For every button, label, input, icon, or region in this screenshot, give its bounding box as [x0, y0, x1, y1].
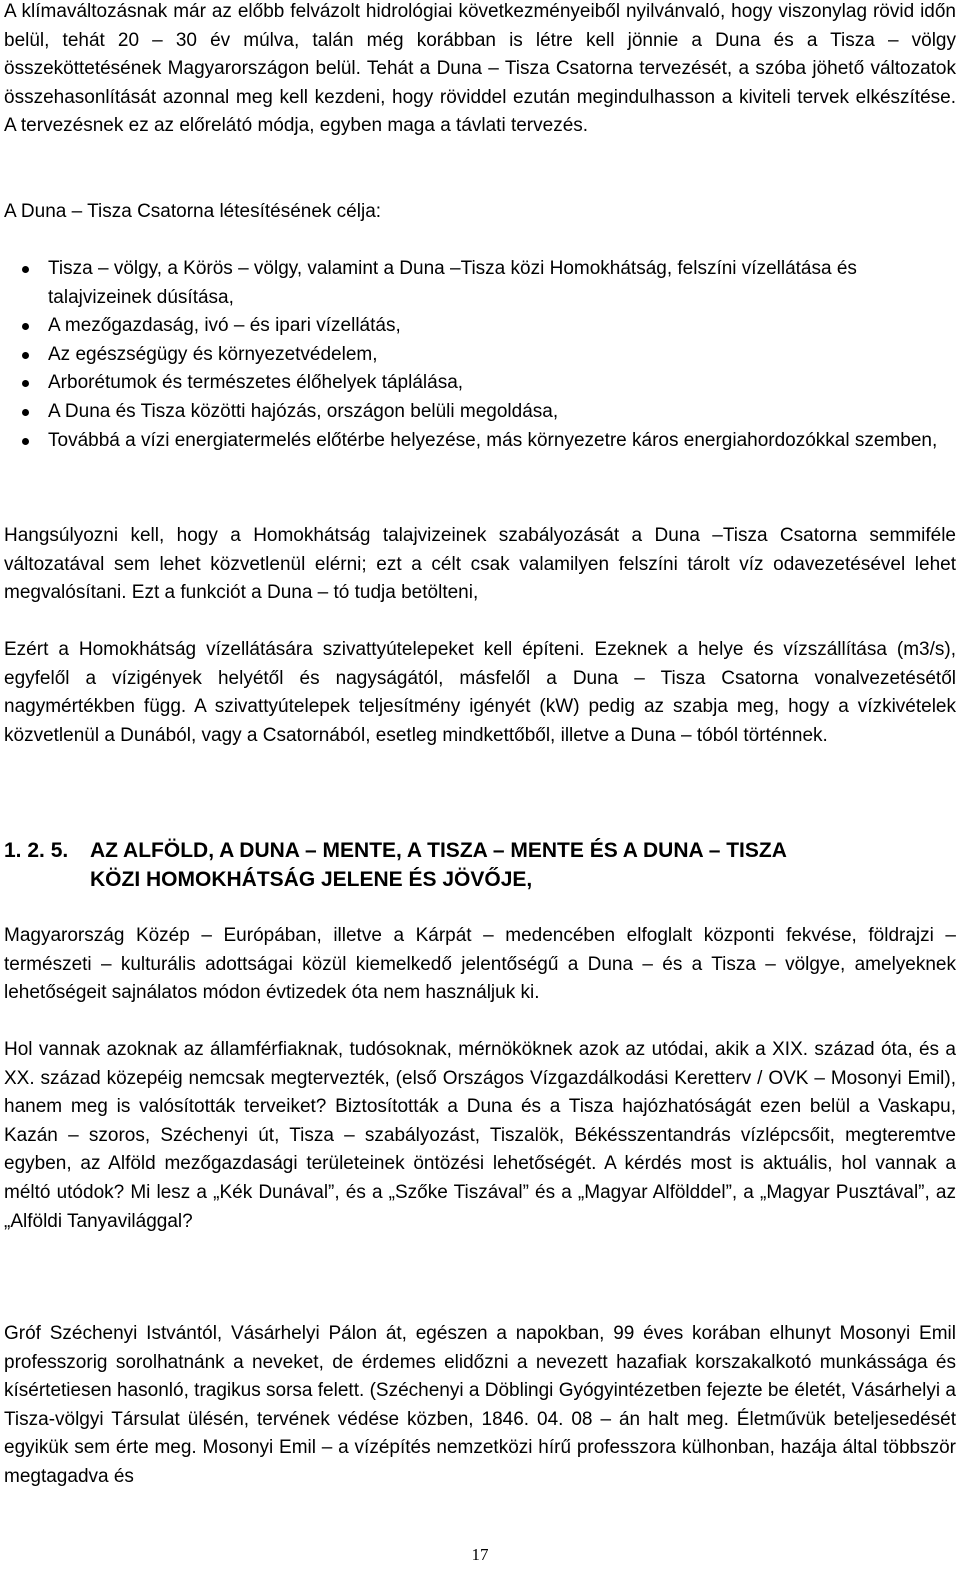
- list-item: [4, 312, 956, 341]
- paragraph-homokhatsag-groundwater: Hangsúlyozni kell, hogy a Homokhátság talajvizeinek szabályozását a Duna –Tisza Csatorna semmiféle változatával sem lehet közvetlenül elérni; ezt a célt csak valamilyen felszíni tárolt víz odavezetésével lehet megvalósítani. Ezt a funkciót a Duna – tó tudja betölteni,: [4, 525, 956, 604]
- section-number: 1. 2. 5.: [4, 839, 69, 862]
- paragraph-statesmen-question: Hol vannak azoknak az államférfiaknak, tudósoknak, mérnököknek azok az utódai, akik a XIX. század óta, és a XX. század közepéig nemcsak megtervezték, (első Országos Vízgazdálkodási Keretterv / OVK – Mosonyi Emil), hanem meg is valósították terveiket? Biztosították a Duna és a Tisza hajózhatóságát ezen belül a Vaskapu, Kazán – szoros, Széchenyi út, Tisza – szabályozást, Tiszalök, Békésszentandrás vízlépcsőit, megteremtve egyben, az Alföld mezőgazdasági területeinek öntözési lehetőségét. A kérdés most is aktuális, hol vannak a méltó utódok? Mi lesz a „Kék Dunával”, és a „Szőke Tiszával” és a „Magyar Alfölddel”, a „Magyar Pusztával”, az „Alföldi Tanyavilággal?: [4, 1039, 956, 1232]
- list-item: [4, 398, 956, 427]
- list-item: [4, 341, 956, 370]
- paragraph-climate-change: A klímaváltozásnak már az előbb felvázolt hidrológiai következményeiből nyilvánvaló, hogy viszonylag rövid időn belül, tehát 20 – 30 év múlva, talán még korábban is létre kell jönnie a Duna és a Tisza – völgy összeköttetésének Magyarországon belül. Tehát a Duna – Tisza Csatorna tervezését, a szóba jöhető változatok összehasonlítását azonnal meg kell kezdeni, hogy röviddel ezután megindulhasson a kiviteli tervek elkészítése. A tervezésnek ez az előrelátó módja, egyben maga a távlati tervezés.: [4, 1, 956, 137]
- canal-goals-list: [4, 255, 956, 455]
- bullet-icon: [22, 380, 29, 387]
- paragraph-szechenyi-mosonyi: Gróf Széchenyi Istvántól, Vásárhelyi Pálon át, egészen a napokban, 99 éves korában elhunyt Mosonyi Emil professzorig sorolhatnánk a neveket, de érdemes elidőzni a nevezett hazafiak korszakalkotó munkássága és kísértetiesen hasonló, tragikus sorsa felett. (Széchenyi a Döblingi Gyógyintézetben fejezte be életét, Vásárhelyi a Tisza-völgyi Társulat ülésén, tervének védése közben, 1846. 04. 08 – án halt meg. Életművük beteljesedését egyikük sem érte meg. Mosonyi Emil – a vízépítés nemzetközi hírű professzora külhonban, hazája által többször megtagadva és: [4, 1323, 956, 1487]
- list-item-text: A Duna és Tisza közötti hajózás, országon belüli megoldása,: [48, 400, 559, 422]
- section-title-line-2: KÖZI HOMOKHÁTSÁG JELENE ÉS JÖVŐJE,: [90, 868, 533, 891]
- list-item: [4, 255, 956, 312]
- section-heading: [4, 836, 956, 894]
- paragraph-pumping-stations: Ezért a Homokhátság vízellátására szivattyútelepeket kell építeni. Ezeknek a helye és vízszállítása (m3/s), egyfelől a vízigények helyétől és nagyságától, másfelől a Duna – Tisza Csatorna vonalvezetésétől nagymértékben függ. A szivattyútelepek teljesítmény igényét (kW) pedig az szabja meg, hogy a vízkivételek közvetlenül a Dunából, vagy a Csatornából, esetleg mindkettőből, illetve a Duna – tóból történnek.: [4, 639, 956, 746]
- list-item-text: Arborétumok és természetes élőhelyek táplálása,: [48, 372, 464, 394]
- paragraph-canal-goals-lead: A Duna – Tisza Csatorna létesítésének célja:: [4, 201, 382, 222]
- bullet-icon: [22, 352, 29, 359]
- list-item-text: Továbbá a vízi energiatermelés előtérbe helyezése, más környezetre káros energiahordozókkal szemben,: [48, 429, 938, 451]
- bullet-icon: [22, 323, 29, 330]
- page-number: 17: [471, 1545, 489, 1564]
- bullet-icon: [22, 438, 29, 445]
- list-item: [4, 427, 956, 456]
- list-item: [4, 369, 956, 398]
- list-item-text: Az egészségügy és környezetvédelem,: [48, 343, 378, 365]
- bullet-icon: [22, 409, 29, 416]
- list-item-text: A mezőgazdaság, ivó – és ipari vízellátás,: [48, 315, 401, 337]
- bullet-icon: [22, 266, 29, 273]
- paragraph-hungary-location: Magyarország Közép – Európában, illetve a Kárpát – medencében elfoglalt központi fekvése, földrajzi – természeti – kulturális adottságai közül kiemelkedő jelentőségű a Duna – és a Tisza – völgye, amelyeknek lehetőségeit sajnálatos módon évtizedek óta nem használjuk ki.: [4, 925, 956, 1004]
- section-title-line-1: AZ ALFÖLD, A DUNA – MENTE, A TISZA – MENTE ÉS A DUNA – TISZA: [90, 839, 787, 862]
- list-item-text: Tisza – völgy, a Körös – völgy, valamint a Duna –Tisza közi Homokhátság, felszíni vízellátása és talajvizeinek dúsítása,: [48, 258, 857, 308]
